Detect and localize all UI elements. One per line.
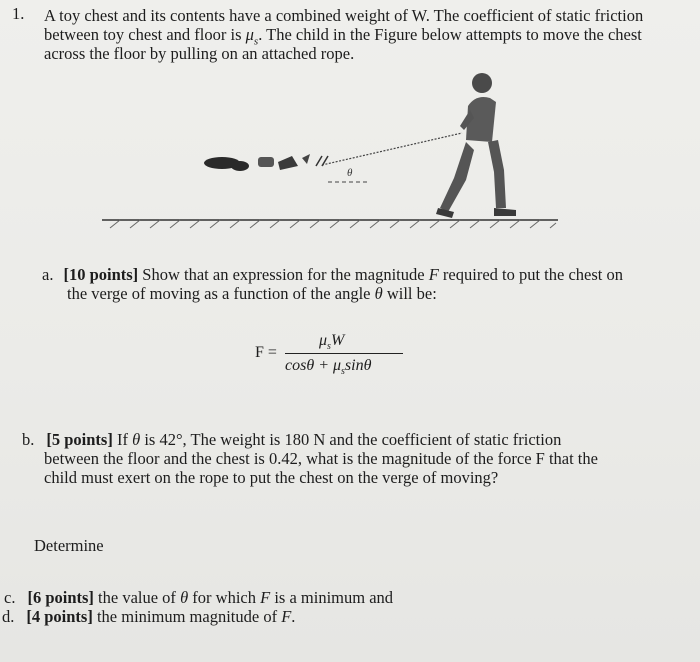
part-d-text-b: . xyxy=(291,607,296,626)
formula-num-mu-sub: s xyxy=(327,341,331,353)
child-figure xyxy=(436,73,516,218)
part-d-points: [4 points] xyxy=(26,607,93,626)
intro-line-1 xyxy=(44,6,643,25)
part-a-text-1a: Show that an expression for the magnitude xyxy=(138,265,429,284)
part-d-F: F xyxy=(281,607,292,626)
formula-lhs: F = xyxy=(255,344,277,361)
part-a-text-2b: will be: xyxy=(382,284,437,303)
part-a-line-2 xyxy=(67,284,437,303)
part-d-line xyxy=(2,607,295,626)
formula-num-mu: μ xyxy=(319,332,328,349)
part-b-line-3: child must exert on the rope to put the chest on the verge of moving? xyxy=(44,468,499,487)
part-b-points: [5 points] xyxy=(46,430,113,449)
part-b-text-1a: If xyxy=(112,430,133,449)
intro-line-2-text-a: between toy chest and floor is xyxy=(44,25,246,44)
part-b-line-1 xyxy=(22,430,561,449)
part-b-text-1b: is 42°, The weight is 180 N and the coefficient of static friction xyxy=(140,430,562,449)
intro-line-3: across the floor by pulling on an attached rope. xyxy=(44,44,355,63)
part-a-theta: θ xyxy=(374,284,383,303)
part-a-line-1 xyxy=(42,265,623,284)
part-c-line xyxy=(4,588,393,607)
rope xyxy=(322,133,462,165)
formula-den-end: sinθ xyxy=(344,357,372,374)
part-c-text-a: the value of xyxy=(93,588,181,607)
intro-line-1-text: A toy chest and its contents have a combined weight of W. The coefficient of static friction xyxy=(44,6,644,25)
part-a-text-2a: the verge of moving as a function of the angle xyxy=(67,284,375,303)
child-pulling-chest-figure xyxy=(90,62,570,242)
part-c-label: c. xyxy=(4,588,16,607)
part-c-text-b: for which xyxy=(188,588,261,607)
intro-line-2-text-b: . The child in the Figure below attempts to move the chest xyxy=(258,25,642,44)
problem-number: 1. xyxy=(12,4,25,23)
formula-denominator xyxy=(285,357,371,377)
formula-numerator xyxy=(319,332,344,352)
intro-mu-subscript: s xyxy=(253,35,259,48)
part-b-theta: θ xyxy=(132,430,141,449)
part-b-line-2: between the floor and the chest is 0.42, what is the magnitude of the force F that the xyxy=(44,449,598,468)
part-d-text-a: the minimum magnitude of xyxy=(92,607,282,626)
fraction-bar xyxy=(285,353,403,354)
part-a-text-1b: required to put the chest on xyxy=(438,265,623,284)
formula-den-sub: s xyxy=(341,366,345,378)
part-c-F: F xyxy=(260,588,271,607)
part-a-F: F xyxy=(428,265,439,284)
part-a-points: [10 points] xyxy=(63,265,139,284)
floor-hatching xyxy=(110,220,556,228)
part-c-points: [6 points] xyxy=(27,588,94,607)
formula-num-W: W xyxy=(330,332,345,349)
toy-chest xyxy=(204,154,328,171)
part-c-theta: θ xyxy=(180,588,189,607)
part-d-label: d. xyxy=(2,607,15,626)
intro-mu-symbol: μ xyxy=(245,25,254,44)
angle-label: θ xyxy=(347,167,353,179)
part-b-label: b. xyxy=(22,430,35,449)
formula-den-a: cosθ + μ xyxy=(285,357,342,374)
friction-formula xyxy=(255,332,415,382)
part-c-text-c: is a minimum and xyxy=(270,588,394,607)
determine-heading: Determine xyxy=(34,536,104,555)
part-a-label: a. xyxy=(42,265,54,284)
